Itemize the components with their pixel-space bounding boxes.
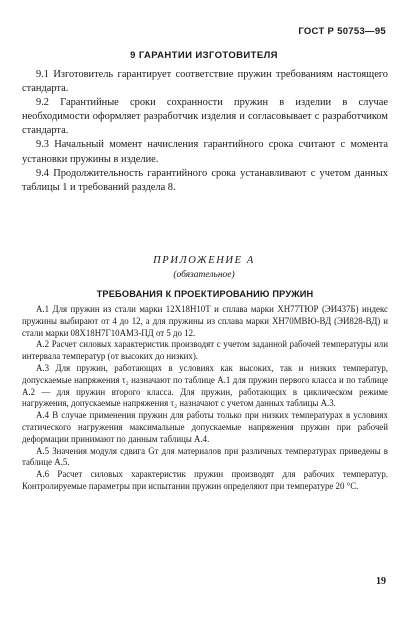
section-9-title: 9 ГАРАНТИИ ИЗГОТОВИТЕЛЯ — [130, 50, 278, 61]
paragraph-a-1: А.1 Для пружин из стали марки 12Х18Н10Т и сплава марки ХН77ТЮР (ЭИ437Б) индекс пружины выбирают от 4 до 12, а для пружины из сплава марки ХН70МВЮ-ВД (ЭИ828-ВД) и стали марки 08Х18Н7Г10АМ3-ПД от 5 до 12. — [22, 304, 388, 338]
appendix-heading: ТРЕБОВАНИЯ К ПРОЕКТИРОВАНИЮ ПРУЖИН — [96, 289, 314, 299]
page-number: 19 — [376, 576, 386, 587]
paragraph-9-4: 9.4 Продолжительность гарантийного срока устанавливают с учетом данных таблицы 1 и требований раздела 8. — [22, 167, 388, 193]
paragraph-a-4: А.4 В случае применения пружин для работы только при низких температурах в условиях статического нагружения максимальные допускаемые напряжения пружин при рабочей деформации принимают по данным таблицы А.4. — [22, 410, 388, 444]
paragraph-9-1: 9.1 Изготовитель гарантирует соответствие пружин требованиям настоящего стандарта. — [22, 69, 388, 95]
paragraph-9-3: 9.3 Начальный момент начисления гарантийного срока считают с момента установки пружины в изделие. — [22, 139, 388, 165]
paragraph-a-6: А.6 Расчет силовых характеристик пружин производят для рабочих температур. Контролируемые параметры при испытании пружин определяют при температуре 20 °С. — [22, 469, 388, 491]
paragraph-a-3: А.3 Для пружин, работающих в условиях как высоких, так и низких температур, допускаемые напряжения τ₂ назначают по таблице А.1 для пружин первого класса и по таблице А.2 — для пружин второго класса. Для пружин, работающих в циклическом режиме нагружения, допускаемые напряжения τ₂ назначают с учетом данных таблицы А.3. — [22, 362, 388, 409]
paragraph-9-2: 9.2 Гарантийные сроки сохранности пружин в изделии в случае необходимости оформляет разработчик изделия и согласовывает с разработчиком стандарта. — [22, 97, 388, 137]
appendix-title: ПРИЛОЖЕНИЕ А — [153, 255, 255, 266]
paragraph-a-2: А.2 Расчет силовых характеристик производят с учетом заданной рабочей температуры или интервала температур (от высоких до низких). — [22, 339, 388, 362]
appendix-status: (обязательное) — [173, 270, 235, 280]
standard-header: ГОСТ Р 50753—95 — [298, 26, 386, 37]
section-9-body — [22, 68, 388, 195]
paragraph-a-5: А.5 Значения модуля сдвига Gт для материалов при различных температурах приведены в таблице А.5. — [22, 445, 388, 468]
appendix-body — [22, 304, 388, 493]
